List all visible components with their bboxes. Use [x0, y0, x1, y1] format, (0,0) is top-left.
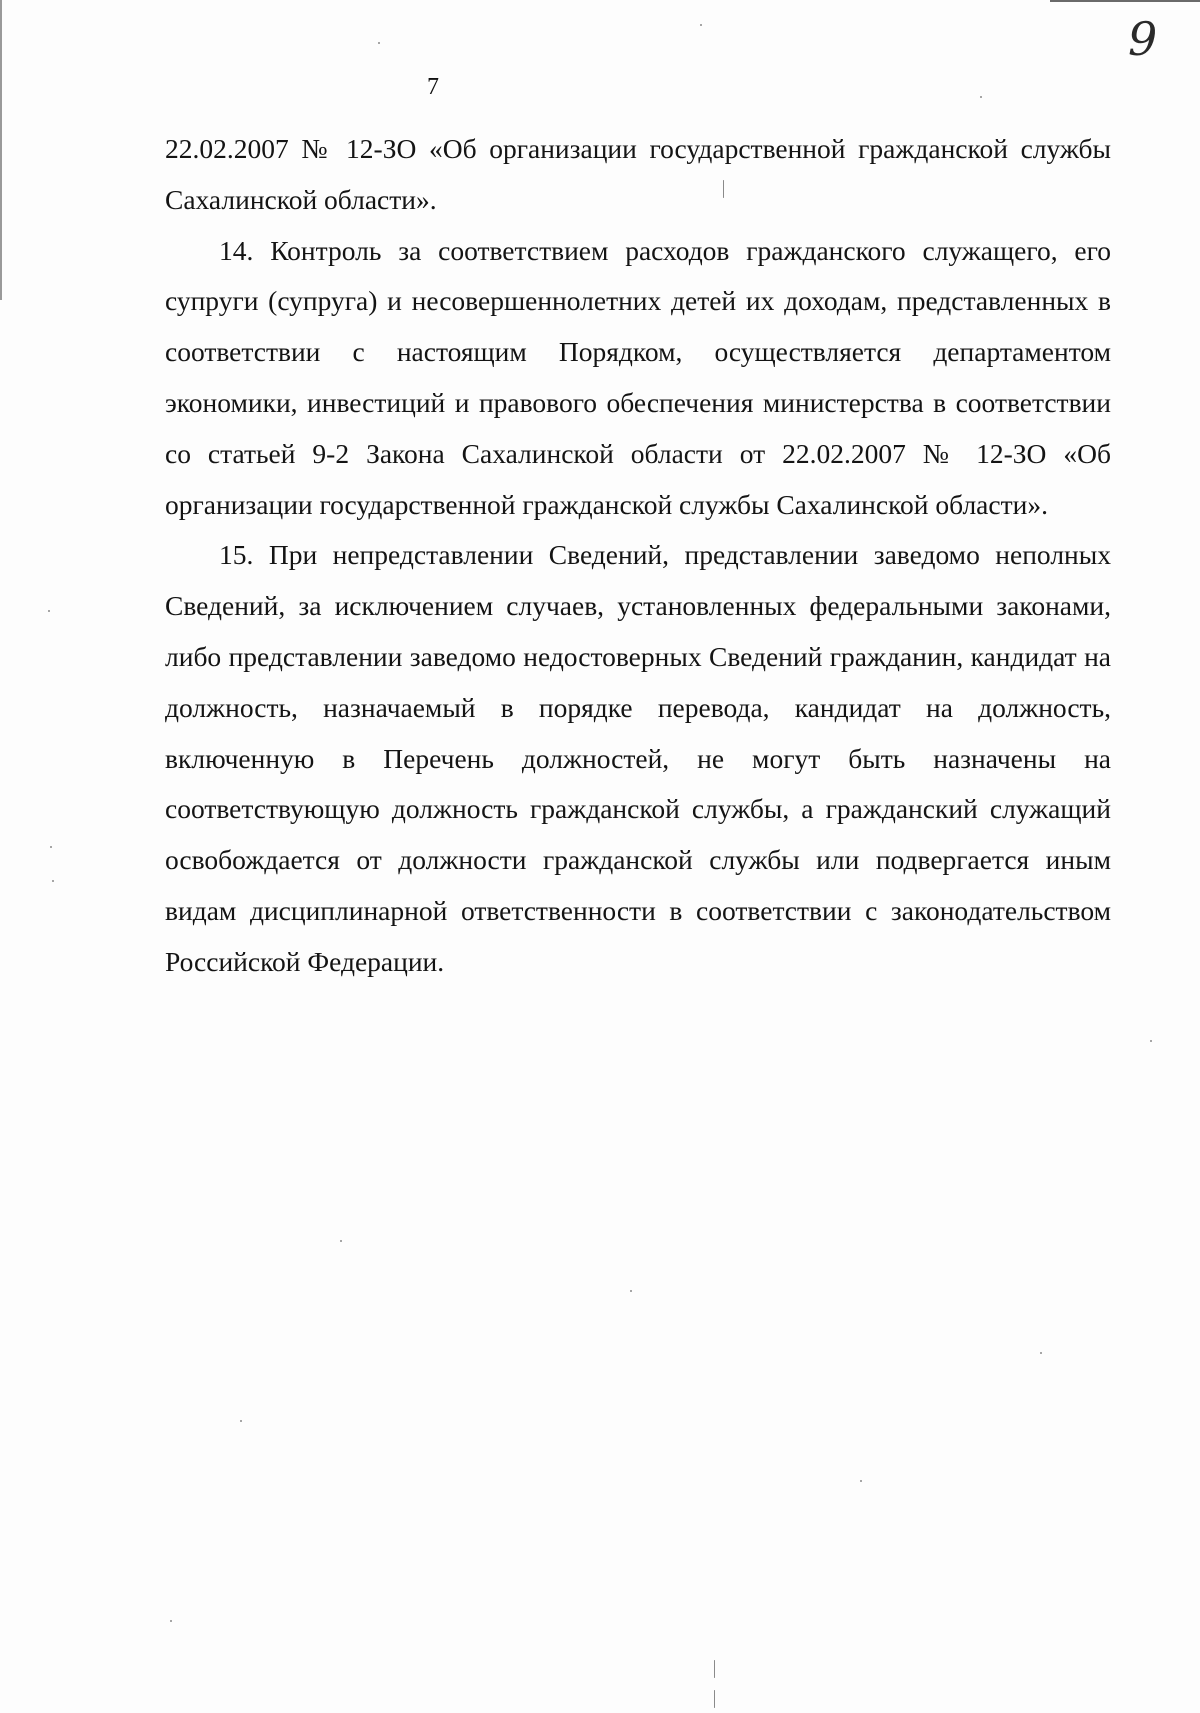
scan-speck — [340, 1240, 342, 1242]
scan-speck — [52, 880, 54, 882]
scan-speck — [860, 1480, 862, 1482]
scan-speck — [700, 24, 702, 26]
scan-speck — [1150, 1040, 1152, 1042]
scan-speck — [48, 610, 50, 612]
paragraph-continuation: 22.02.2007 № 12-ЗО «Об организации государственной гражданской службы Сахалинской области». — [165, 133, 1111, 215]
scan-speck — [170, 1620, 172, 1622]
document-body — [165, 124, 1111, 988]
paragraph-item-14: 14. Контроль за соответствием расходов гражданского служащего, его супруги (супруга) и несовершеннолетних детей их доходам, представленных в соответствии с настоящим Порядком, осуществляется департаментом экономики, инвестиций и правового обеспечения министерства в соответствии со статьей 9-2 Закона Сахалинской области от 22.02.2007 № 12-ЗО «Об организации государственной гражданской службы Сахалинской области». — [165, 234, 1111, 520]
scan-border-left — [0, 0, 2, 300]
handwritten-sheet-number: 9 — [1128, 12, 1158, 66]
scan-speck — [1040, 1352, 1042, 1354]
scan-speck — [714, 1660, 715, 1678]
scan-border-top — [1050, 0, 1200, 2]
scan-speck — [714, 1690, 715, 1708]
page-number: 7 — [427, 74, 439, 100]
scan-speck — [723, 180, 724, 198]
scan-speck — [980, 96, 982, 98]
scan-speck — [630, 1290, 632, 1292]
scan-speck — [240, 1420, 242, 1422]
scan-speck — [50, 846, 52, 848]
paragraph-item-15: 15. При непредставлении Сведений, представлении заведомо неполных Сведений, за исключением случаев, установленных федеральными законами, либо представлении заведомо недостоверных Сведений гражданин, кандидат на должность, назначаемый в порядке перевода, кандидат на должность, включенную в Перечень должностей, не могут быть назначены на соответствующую должность гражданской службы, а гражданский служащий освобождается от должности гражданской службы или подвергается иным видам дисциплинарной ответственности в соответствии с законодательством Российской Федерации. — [165, 539, 1111, 977]
scan-speck — [378, 42, 380, 44]
